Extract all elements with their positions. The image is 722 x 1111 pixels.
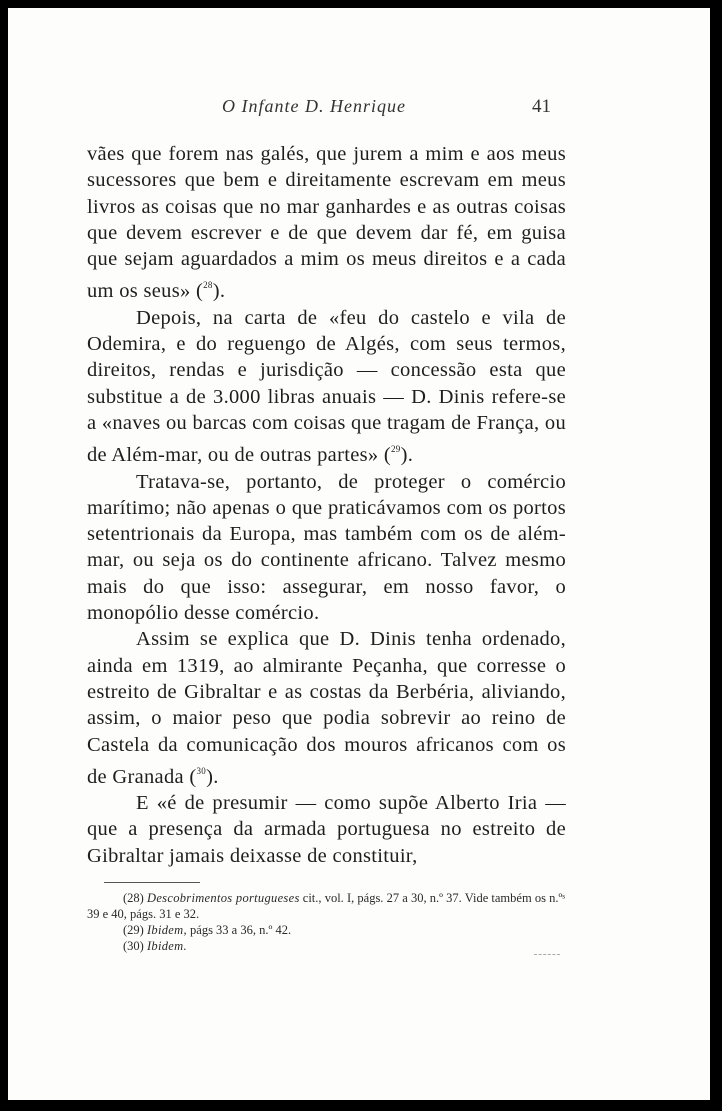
footnote-28 bbox=[87, 890, 565, 922]
book-page bbox=[8, 8, 710, 1100]
paragraph-1: vães que forem nas galés, que jurem a mim e aos meus sucessores que bem e direitamente escrevam em meus livros as coisas que no mar ganhardes e as outras coisas que devem escrever e de que devem dar fé, em guisa que sejam aguardados a mim os meus direitos e a cada um os seus» ($^{28}$). bbox=[87, 143, 566, 303]
paragraph-2: Depois, na carta de «feu do castelo e vila de Odemira, e do reguengo de Algés, com seus termos, direitos, rendas e jurisdição — concessão esta que substitue a de 3.000 libras anuais — D. Dinis refere-se a «naves ou barcas com coisas que tragam de França, ou de Além-mar, ou de outras partes» ($^{29}$). bbox=[87, 306, 566, 467]
body-text bbox=[87, 141, 566, 869]
page-number: 41 bbox=[532, 96, 551, 117]
footnote-text: págs 33 a 36, n.º 42. bbox=[186, 923, 292, 937]
footnote-marker: (28) bbox=[123, 891, 144, 905]
footnote-title: Descobrimentos portugueses bbox=[147, 891, 300, 905]
paragraph-5: E «é de presumir — como supõe Alberto Iria — que a presença da armada portuguesa no estreito de Gibraltar jamais deixasse de constituir, bbox=[87, 792, 566, 867]
paragraph-3: Tratava-se, portanto, de proteger o comércio marítimo; não apenas o que praticávamos com os portos setentrionais da Europa, mas também com os de além-mar, ou seja os do continente africano. Talvez mesmo mais do que isso: assegurar, em nosso favor, o monopólio desse comércio. bbox=[87, 470, 566, 625]
footnote-ref-30[interactable]: 30 bbox=[196, 765, 207, 776]
footnote-divider bbox=[104, 882, 200, 883]
footnote-marker: (30) bbox=[123, 939, 144, 953]
paragraph-4: Assim se explica que D. Dinis tenha ordenado, ainda em 1319, ao almirante Peçanha, que corresse o estreito de Gibraltar e as costas da Berbéria, aliviando, assim, o maior peso que podia sobrevir ao reino de Castela da comunicação dos mouros africanos com os de Granada ($^{30}$). bbox=[87, 628, 566, 788]
scan-artifact bbox=[534, 954, 560, 955]
footnote-title: Ibidem. bbox=[146, 939, 187, 953]
footnote-marker: (29) bbox=[123, 923, 144, 937]
footnote-text: cit., vol. I, págs. 27 a 30, n.º 37. Vide também os n.ºˢ 39 e 40, págs. 31 e 32. bbox=[87, 891, 566, 921]
footnote-ref-28[interactable]: 28 bbox=[203, 280, 213, 291]
footnote-30 bbox=[87, 938, 565, 954]
running-title: O Infante D. Henrique bbox=[222, 96, 406, 116]
footnote-29 bbox=[87, 922, 565, 938]
page-header bbox=[8, 96, 710, 122]
footnote-ref-29[interactable]: 29 bbox=[391, 444, 401, 455]
footnote-title: Ibidem, bbox=[146, 923, 187, 937]
footnotes bbox=[87, 890, 565, 954]
